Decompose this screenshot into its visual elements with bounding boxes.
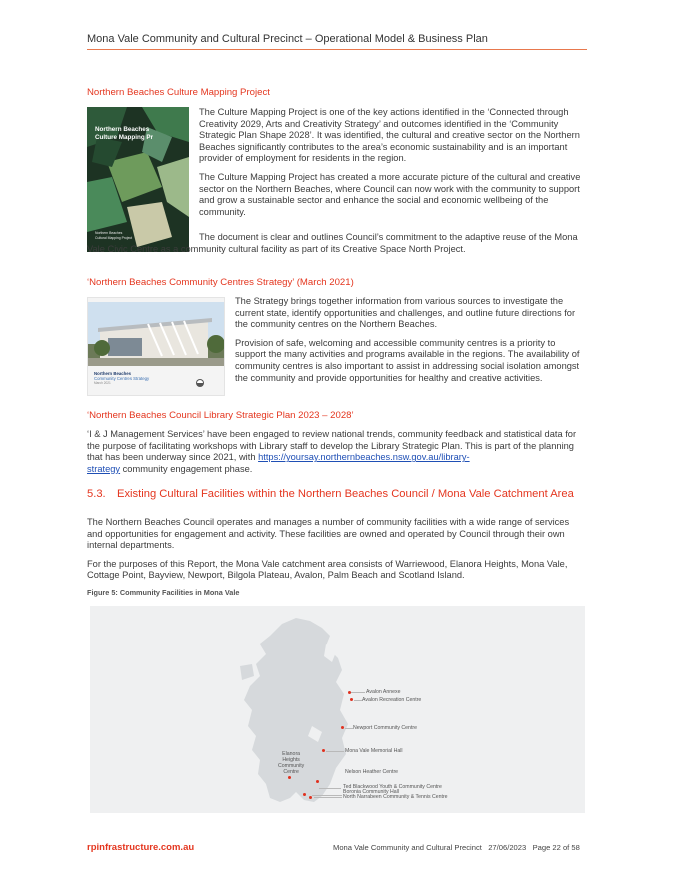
section-number: 5.3. (87, 488, 106, 500)
map-label-newport: Newport Community Centre (353, 725, 418, 731)
map-marker-mona-vale-hall (322, 749, 325, 752)
map-label-elanora-line2: Heights (282, 757, 300, 763)
map-marker-newport (341, 726, 344, 729)
footer-date: 27/06/2023 (488, 843, 527, 852)
map-label-ted-blackwood: Ted Blackwood Youth & Community Centre (343, 784, 442, 790)
map-marker-avalon-annexe (348, 691, 351, 694)
community-cover-subtitle: Community Centres Strategy (94, 376, 150, 382)
community-centres-paragraph-1: The Strategy brings together information from various sources to investigate the current state, identify opportunities and challenges, and outline future directions for the community centres on the Northern Beaches. (235, 296, 576, 330)
library-plan-paragraph (87, 429, 587, 475)
map-label-boronia: Boronia Community Hall (343, 789, 399, 795)
section-paragraph-1: The Northern Beaches Council operates and manages a number of community facilities with a wide range of services and opportunities for engagement and activity. These facilities are owned and operated by Council through their own internal departments. (87, 517, 570, 551)
culture-mapping-cover-image (87, 107, 189, 252)
header-divider (87, 49, 587, 50)
culture-mapping-paragraph-1: The Culture Mapping Project is one of the key actions identified in the ‘Connected through Creativity 2029, Arts and Creativity Strategy’ and outcomes identified in the ‘Community Strategic Plan Shape 2028’. It was identified, the cultural and creative sector on the Northern Beaches significantly contributes to the area’s economic sustainability and is an important provider of employment for residents in the region. (199, 107, 580, 164)
culture-mapping-paragraph-3: The document is clear and outlines Council’s commitment to the adaptive reuse of the Mona Vale Civic Centre as a community cultural facility as part of its Creative Space North Project. (87, 232, 578, 254)
section-title: Existing Cultural Facilities within the Northern Beaches Council / Mona Vale Catchment Area (117, 488, 574, 500)
map-label-avalon-recreation: Avalon Recreation Centre (362, 697, 422, 703)
community-centres-paragraph-2: Provision of safe, welcoming and accessible community centres is a priority to support the many activities and programs available in the regions. The availability of community centres is also important to assist in addressing social isolation amongst the community and provide opportunities for healthy and creative activities. (235, 337, 580, 383)
map-label-elanora (278, 751, 304, 775)
community-cover-date: March 2021 (94, 381, 111, 386)
library-plan-heading: ‘Northern Beaches Council Library Strategic Plan 2023 – 2028’ (87, 410, 354, 421)
figure-caption: Figure 5: Community Facilities in Mona Vale (87, 588, 240, 597)
map-label-elanora-line4: Centre (283, 769, 299, 775)
culture-cover-footer-line2: Cultural Mapping Project (95, 235, 133, 240)
footer-page-number: Page 22 of 58 (532, 843, 580, 852)
footer-doc-title: Mona Vale Community and Cultural Precinct (333, 843, 482, 852)
map-marker-nelson-heather (316, 780, 319, 783)
map-label-avalon-annexe: Avalon Annexe (366, 689, 401, 695)
map-marker-ted-blackwood (303, 793, 306, 796)
section-paragraph-2: For the purposes of this Report, the Mona Vale catchment area consists of Warriewood, Elanora Heights, Mona Vale, Cottage Point, Bayview, Newport, Bilgola Plateau, Avalon, Palm Beach and Scotland Island. (87, 558, 568, 581)
map-marker-elanora (288, 776, 291, 779)
community-centres-cover-image (87, 297, 225, 396)
library-plan-text-after: community engagement phase. (120, 463, 253, 474)
map-marker-north-narrabeen (309, 796, 312, 799)
footer-website: rpinfrastructure.com.au (87, 842, 195, 853)
map-marker-avalon-recreation (350, 698, 353, 701)
community-centres-heading: ‘Northern Beaches Community Centres Strategy’ (March 2021) (87, 277, 354, 288)
culture-mapping-heading: Northern Beaches Culture Mapping Project (87, 87, 270, 98)
map-label-elanora-line1: Elanora (282, 751, 301, 757)
map-label-mona-vale-hall: Mona Vale Memorial Hall (345, 748, 403, 754)
culture-cover-title-line2: Culture Mapping Pr (95, 134, 154, 141)
map-label-north-narrabeen: North Narrabeen Community & Tennis Centre (343, 794, 448, 800)
page-header-title: Mona Vale Community and Cultural Precinct – Operational Model & Business Plan (87, 33, 488, 45)
section-body (87, 517, 587, 589)
yoursay-link-line2: strategy (87, 463, 121, 474)
culture-cover-title-line1: Northern Beaches (95, 126, 150, 133)
community-cover-title: Northern Beaches (94, 371, 132, 376)
section-heading (87, 487, 587, 501)
library-plan-text-before: ‘I & J Management Services’ have been engaged to review national trends, community feedback and statistical data for the purpose of facilitating workshops with Library staff to develop the Library Strategic Plan. This is part of the planning that has been underway since 2021, with (87, 429, 577, 463)
map-label-elanora-line3: Community (278, 763, 305, 769)
footer-info (333, 843, 580, 852)
community-facilities-map (90, 606, 585, 813)
community-centres-text (235, 296, 585, 391)
culture-cover-footer-line1: Northern Beaches (95, 231, 123, 235)
map-label-nelson-heather: Nelson Heather Centre (345, 769, 399, 775)
yoursay-link-line1: https://yoursay.northernbeaches.nsw.gov.au/library- (258, 452, 470, 463)
culture-mapping-text (199, 107, 585, 225)
map-landmass (90, 606, 585, 813)
culture-mapping-paragraph-2: The Culture Mapping Project has created a more accurate picture of the cultural and creative sector on the Northern Beaches, where Council can now work with the community to support and grow a sustainable sector and enhance the social and economic wellbeing of the community. (199, 171, 581, 217)
